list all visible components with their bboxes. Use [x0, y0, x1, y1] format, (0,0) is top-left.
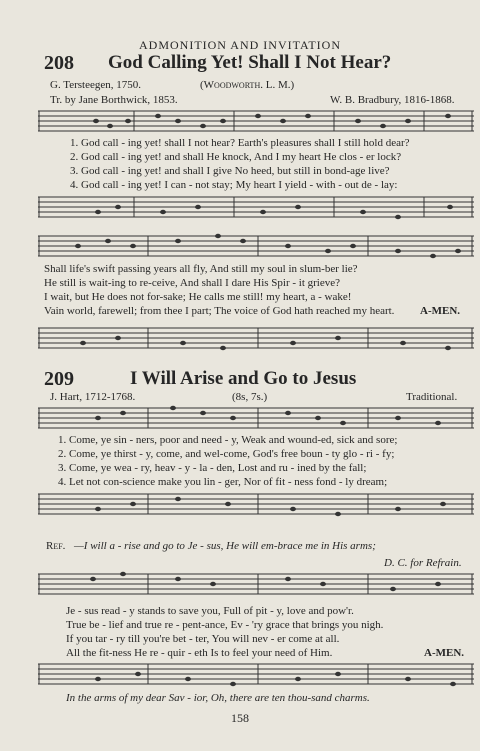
- staff-treble-4: [38, 570, 474, 600]
- staff-bass-2: [38, 324, 474, 354]
- hymn-208-verse-4b: Vain world, farewell; from thee I part; The voice of God hath reached my heart.: [44, 305, 395, 317]
- refrain-label: Ref.: [46, 540, 66, 552]
- hymn-209-composer: Traditional.: [406, 391, 458, 403]
- page-number: 158: [231, 711, 249, 725]
- hymn-208-number: 208: [44, 52, 74, 74]
- hymn-208-verse-4a: 4. God call - ing yet! I can - not stay; My heart I yield - with - out de - lay:: [70, 179, 398, 191]
- hymn-208-verse-2a: 2. God call - ing yet! and shall He knock, And I my heart He clos - er lock?: [70, 151, 402, 163]
- hymn-209-author: J. Hart, 1712-1768.: [50, 391, 136, 403]
- hymn-208-verse-2b: He still is wait-ing to re-ceive, And shall I dare His Spir - it grieve?: [44, 277, 341, 289]
- hymn-208-amen: A-MEN.: [420, 305, 461, 317]
- hymn-209-meter: (8s, 7s.): [232, 391, 268, 403]
- hymn-209-verse-3b: If you tar - ry till you're bet - ter, You will nev - er come at all.: [66, 633, 340, 645]
- hymn-209-title: I Will Arise and Go to Jesus: [130, 368, 357, 389]
- hymn-209-number: 209: [44, 368, 74, 390]
- section-heading: ADMONITION AND INVITATION: [138, 38, 341, 52]
- hymn-208-composer: W. B. Bradbury, 1816-1868.: [330, 94, 455, 106]
- refrain-line: —I will a - rise and go to Je - sus, He will em-brace me in His arms;: [74, 540, 376, 552]
- hymn-208-verse-3b: I wait, but He does not for-sake; He calls me still! my heart, a - wake!: [44, 291, 352, 303]
- hymn-208-translator: Tr. by Jane Borthwick, 1853.: [50, 94, 178, 106]
- refrain-end: In the arms of my dear Sav - ior, Oh, there are ten thou-sand charms.: [66, 692, 370, 704]
- staff-bass: [38, 193, 474, 223]
- hymn-209-amen: A-MEN.: [424, 647, 465, 659]
- hymn-209-verse-2a: 2. Come, ye thirst - y, come, and wel-come, God's free boun - ty glo - ri - fy;: [58, 448, 395, 460]
- hymn-209-verse-3a: 3. Come, ye wea - ry, heav - y - la - den, Lost and ru - ined by the fall;: [58, 462, 367, 474]
- staff-treble: [38, 107, 474, 137]
- hymn-208-title: God Calling Yet! Shall I Not Hear?: [108, 52, 392, 73]
- dc-instruction: D. C. for Refrain.: [384, 557, 462, 569]
- hymn-209-verse-1b: Je - sus read - y stands to save you, Full of pit - y, love and pow'r.: [66, 605, 354, 617]
- staff-treble-2: [38, 232, 474, 262]
- staff-treble-3: [38, 404, 474, 434]
- hymn-208-verse-1b: Shall life's swift passing years all fly, And still my soul in slum-ber lie?: [44, 263, 358, 275]
- hymn-209-verse-4b: All the fit-ness He re - quir - eth Is to feel your need of Him.: [66, 647, 333, 659]
- hymn-209-verse-1a: 1. Come, ye sin - ners, poor and need - y, Weak and wound-ed, sick and sore;: [58, 434, 398, 446]
- hymn-208-verse-1a: 1. God call - ing yet! shall I not hear? Earth's pleasures shall I still hold dear?: [70, 137, 410, 149]
- hymn-208-author: G. Tersteegen, 1750.: [50, 79, 141, 91]
- hymn-209-verse-4a: 4. Let not con-science make you lin - ger, Nor of fit - ness fond - ly dream;: [58, 476, 388, 488]
- hymn-208-tune: (Woodworth. L. M.): [200, 79, 295, 91]
- staff-bass-3: [38, 490, 474, 520]
- staff-bass-4: [38, 660, 474, 690]
- hymn-208-verse-3a: 3. God call - ing yet! and shall I give No heed, but still in bond-age live?: [70, 165, 390, 177]
- hymn-209-verse-2b: True be - lief and true re - pent-ance, Ev - 'ry grace that brings you nigh.: [66, 619, 384, 631]
